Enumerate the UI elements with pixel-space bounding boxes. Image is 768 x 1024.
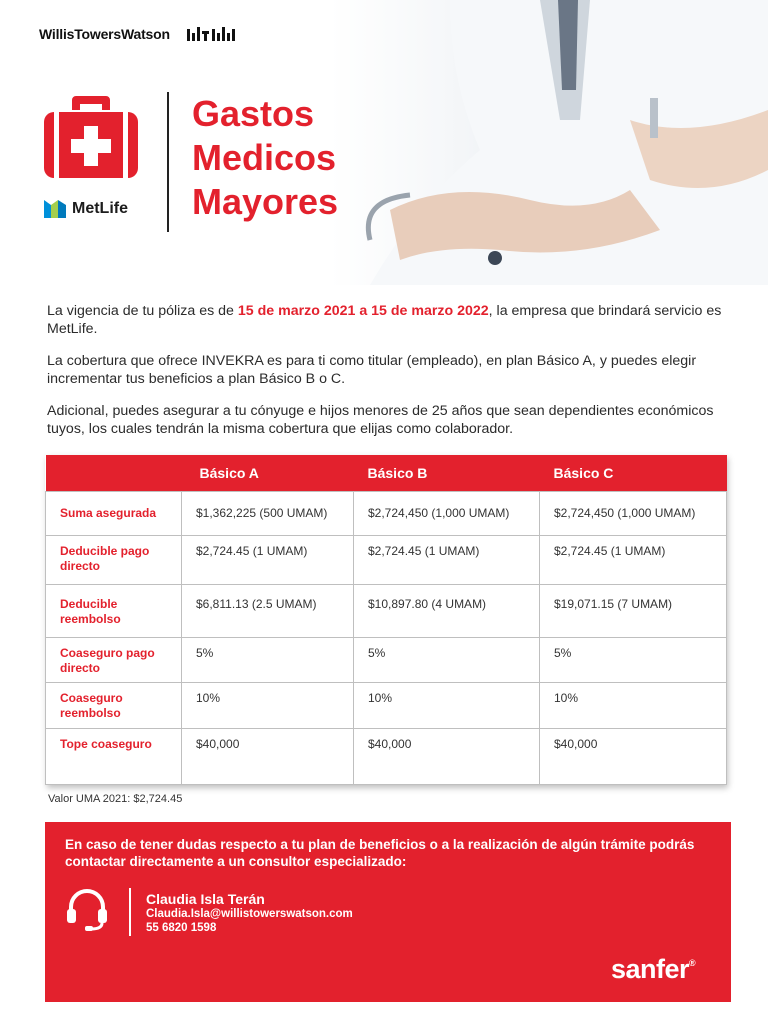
row-label: Deducible pago directo	[46, 536, 182, 585]
header-divider	[167, 92, 169, 232]
coverage-table	[45, 455, 726, 785]
cell-basico-c: $19,071.15 (7 UMAM)	[540, 585, 727, 638]
intro-paragraph-2: La cobertura que ofrece INVEKRA es para ti como titular (empleado), en plan Básico A, y puedes elegir incrementar tus beneficios a plan Básico B o C.	[47, 353, 697, 387]
registered-mark: ®	[689, 958, 696, 968]
title-line-2: Medicos	[192, 137, 337, 178]
table-header-basico-b: Básico B	[354, 455, 540, 492]
title-line-3: Mayores	[192, 181, 339, 222]
table-row	[46, 638, 727, 683]
cell-basico-c: $40,000	[540, 729, 727, 785]
cell-basico-a: $6,811.13 (2.5 UMAM)	[182, 585, 354, 638]
sanfer-logo	[611, 954, 695, 985]
insurer-name: MetLife	[72, 200, 128, 217]
brand-mark-icon	[187, 27, 242, 41]
cell-basico-c: $2,724.45 (1 UMAM)	[540, 536, 727, 585]
metlife-logo-icon	[44, 200, 66, 218]
intro-p1-before: La vigencia de tu póliza es de	[47, 303, 238, 319]
table-header-row	[46, 455, 727, 492]
doctor-illustration	[330, 0, 768, 285]
row-label: Suma asegurada	[46, 492, 182, 536]
contact-message: En caso de tener dudas respecto a tu plan de beneficios o a la realización de algún trámite podrás contactar directamente a un consultor especializado:	[65, 837, 695, 869]
table-header-basico-c: Básico C	[540, 455, 727, 492]
coverage-table-grid	[45, 455, 727, 785]
intro-p1-after: , la empresa que brindará servicio es MetLife.	[47, 303, 722, 337]
table-row	[46, 536, 727, 585]
row-label: Tope coaseguro	[46, 729, 182, 785]
cell-basico-c: 10%	[540, 683, 727, 729]
consultant-name: Claudia Isla Terán	[146, 891, 265, 907]
title-line-1: Gastos	[192, 93, 315, 134]
cell-basico-b: $2,724,450 (1,000 UMAM)	[354, 492, 540, 536]
cell-basico-b: 5%	[354, 638, 540, 683]
cell-basico-b: $10,897.80 (4 UMAM)	[354, 585, 540, 638]
table-row	[46, 729, 727, 785]
row-label: Coaseguro reembolso	[46, 683, 182, 729]
consultant-email[interactable]: Claudia.Isla@willistowerswatson.com	[146, 908, 353, 920]
cell-basico-a: $1,362,225 (500 UMAM)	[182, 492, 354, 536]
cell-basico-a: 5%	[182, 638, 354, 683]
cell-basico-c: $2,724,450 (1,000 UMAM)	[540, 492, 727, 536]
sanfer-text: sanfer	[611, 954, 690, 984]
policy-period: 15 de marzo 2021 a 15 de marzo 2022	[237, 303, 489, 319]
cell-basico-c: 5%	[540, 638, 727, 683]
uma-note: Valor UMA 2021: $2,724.45	[48, 793, 183, 805]
cell-basico-b: 10%	[354, 683, 540, 729]
doctor-photo	[330, 0, 768, 285]
header	[0, 0, 768, 285]
brand-logo: WillisTowersWatson	[39, 26, 170, 42]
contact-box	[45, 822, 731, 1002]
table-header-basico-a: Básico A	[182, 455, 354, 492]
intro-text	[47, 303, 727, 453]
cell-basico-a: 10%	[182, 683, 354, 729]
table-row	[46, 585, 727, 638]
table-row	[46, 683, 727, 729]
row-label: Coaseguro pago directo	[46, 638, 182, 683]
cell-basico-b: $40,000	[354, 729, 540, 785]
consultant-phone[interactable]: 55 6820 1598	[146, 922, 217, 934]
table-header-empty	[46, 455, 182, 492]
page-title	[192, 92, 338, 224]
headset-icon	[65, 887, 109, 931]
medical-kit-icon	[44, 92, 138, 180]
cell-basico-a: $2,724.45 (1 UMAM)	[182, 536, 354, 585]
intro-paragraph-3: Adicional, puedes asegurar a tu cónyuge e hijos menores de 25 años que sean dependientes económicos tuyos, los cuales tendrán la misma cobertura que elijas como colaborador.	[47, 403, 714, 437]
intro-paragraph-1	[47, 303, 727, 338]
table-row	[46, 492, 727, 536]
cell-basico-a: $40,000	[182, 729, 354, 785]
contact-divider	[129, 888, 131, 936]
cell-basico-b: $2,724.45 (1 UMAM)	[354, 536, 540, 585]
insurer-logo	[44, 200, 128, 218]
row-label: Deducible reembolso	[46, 585, 182, 638]
